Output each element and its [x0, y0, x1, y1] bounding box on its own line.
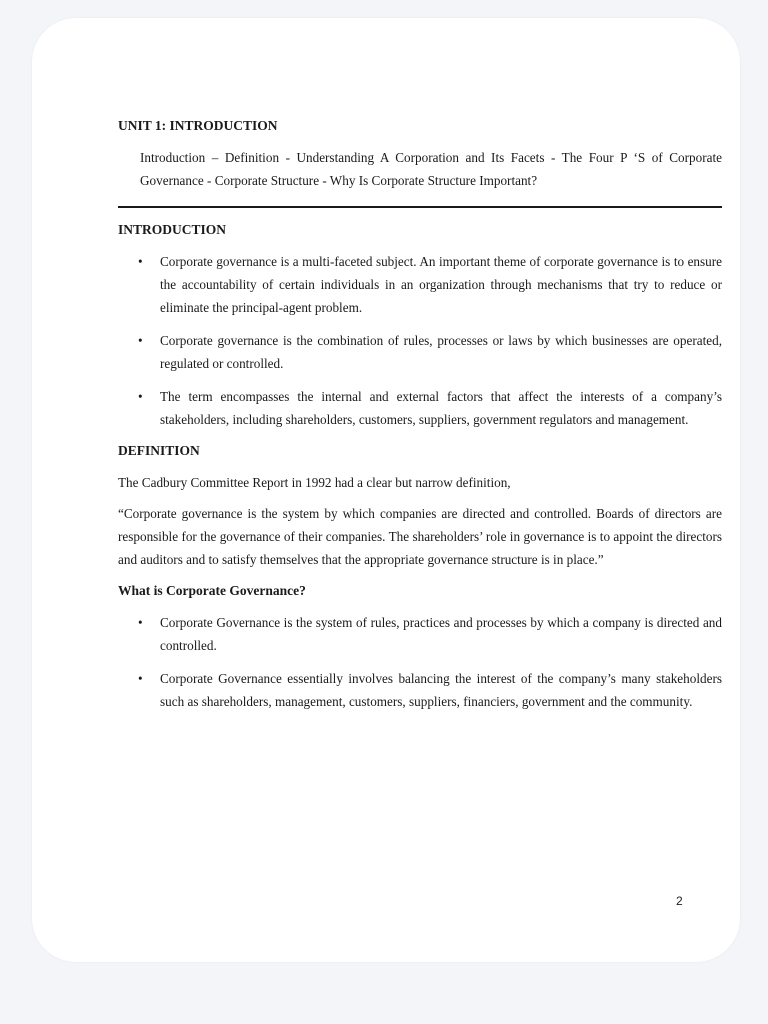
bullet-text: Corporate governance is a multi-faceted subject. An important theme of corporate governance is to ensure the accountability of certain individuals in an organization through mechanisms that try to reduce or eliminate the principal-agent problem. — [160, 254, 722, 315]
introduction-bullet-2 — [118, 329, 722, 375]
introduction-heading: INTRODUCTION — [118, 222, 227, 237]
what-is-heading: What is Corporate Governance? — [118, 583, 306, 598]
bullet-icon: • — [138, 615, 143, 630]
what-is-bullet-2 — [118, 667, 722, 713]
bullet-text: Corporate Governance essentially involves balancing the interest of the company’s many stakeholders such as shareholders, management, customers, suppliers, financiers, government and the community. — [160, 671, 722, 709]
what-is-bullet-1 — [118, 611, 722, 657]
bullet-text: Corporate Governance is the system of rules, practices and processes by which a company is directed and controlled. — [160, 615, 722, 653]
bullet-text: Corporate governance is the combination of rules, processes or laws by which businesses are operated, regulated or controlled. — [160, 333, 722, 371]
unit-title: UNIT 1: INTRODUCTION — [118, 118, 278, 133]
page-content — [118, 116, 722, 723]
unit-summary: Introduction – Definition - Understanding A Corporation and Its Facets - The Four P ‘S of Corporate Governance - Corporate Structure - Why Is Corporate Structure Important? — [140, 150, 722, 188]
introduction-bullet-3 — [118, 385, 722, 431]
page-number: 2 — [676, 894, 683, 908]
horizontal-rule — [118, 206, 722, 208]
document-page — [32, 18, 740, 962]
bullet-icon: • — [138, 389, 143, 404]
definition-heading: DEFINITION — [118, 443, 200, 458]
definition-quote: “Corporate governance is the system by which companies are directed and controlled. Boards of directors are responsible for the governance of their companies. The shareholders’ role in governance is to appoint the directors and auditors and to satisfy themselves that the appropriate governance structure is in place.” — [118, 506, 722, 567]
bullet-icon: • — [138, 254, 143, 269]
definition-intro: The Cadbury Committee Report in 1992 had a clear but narrow definition, — [118, 475, 511, 490]
introduction-bullet-1 — [118, 250, 722, 319]
bullet-icon: • — [138, 671, 143, 686]
what-is-bullet-list — [118, 611, 722, 713]
introduction-bullet-list — [118, 250, 722, 431]
bullet-icon: • — [138, 333, 143, 348]
bullet-text: The term encompasses the internal and external factors that affect the interests of a company’s stakeholders, including shareholders, customers, suppliers, government regulators and management. — [160, 389, 722, 427]
